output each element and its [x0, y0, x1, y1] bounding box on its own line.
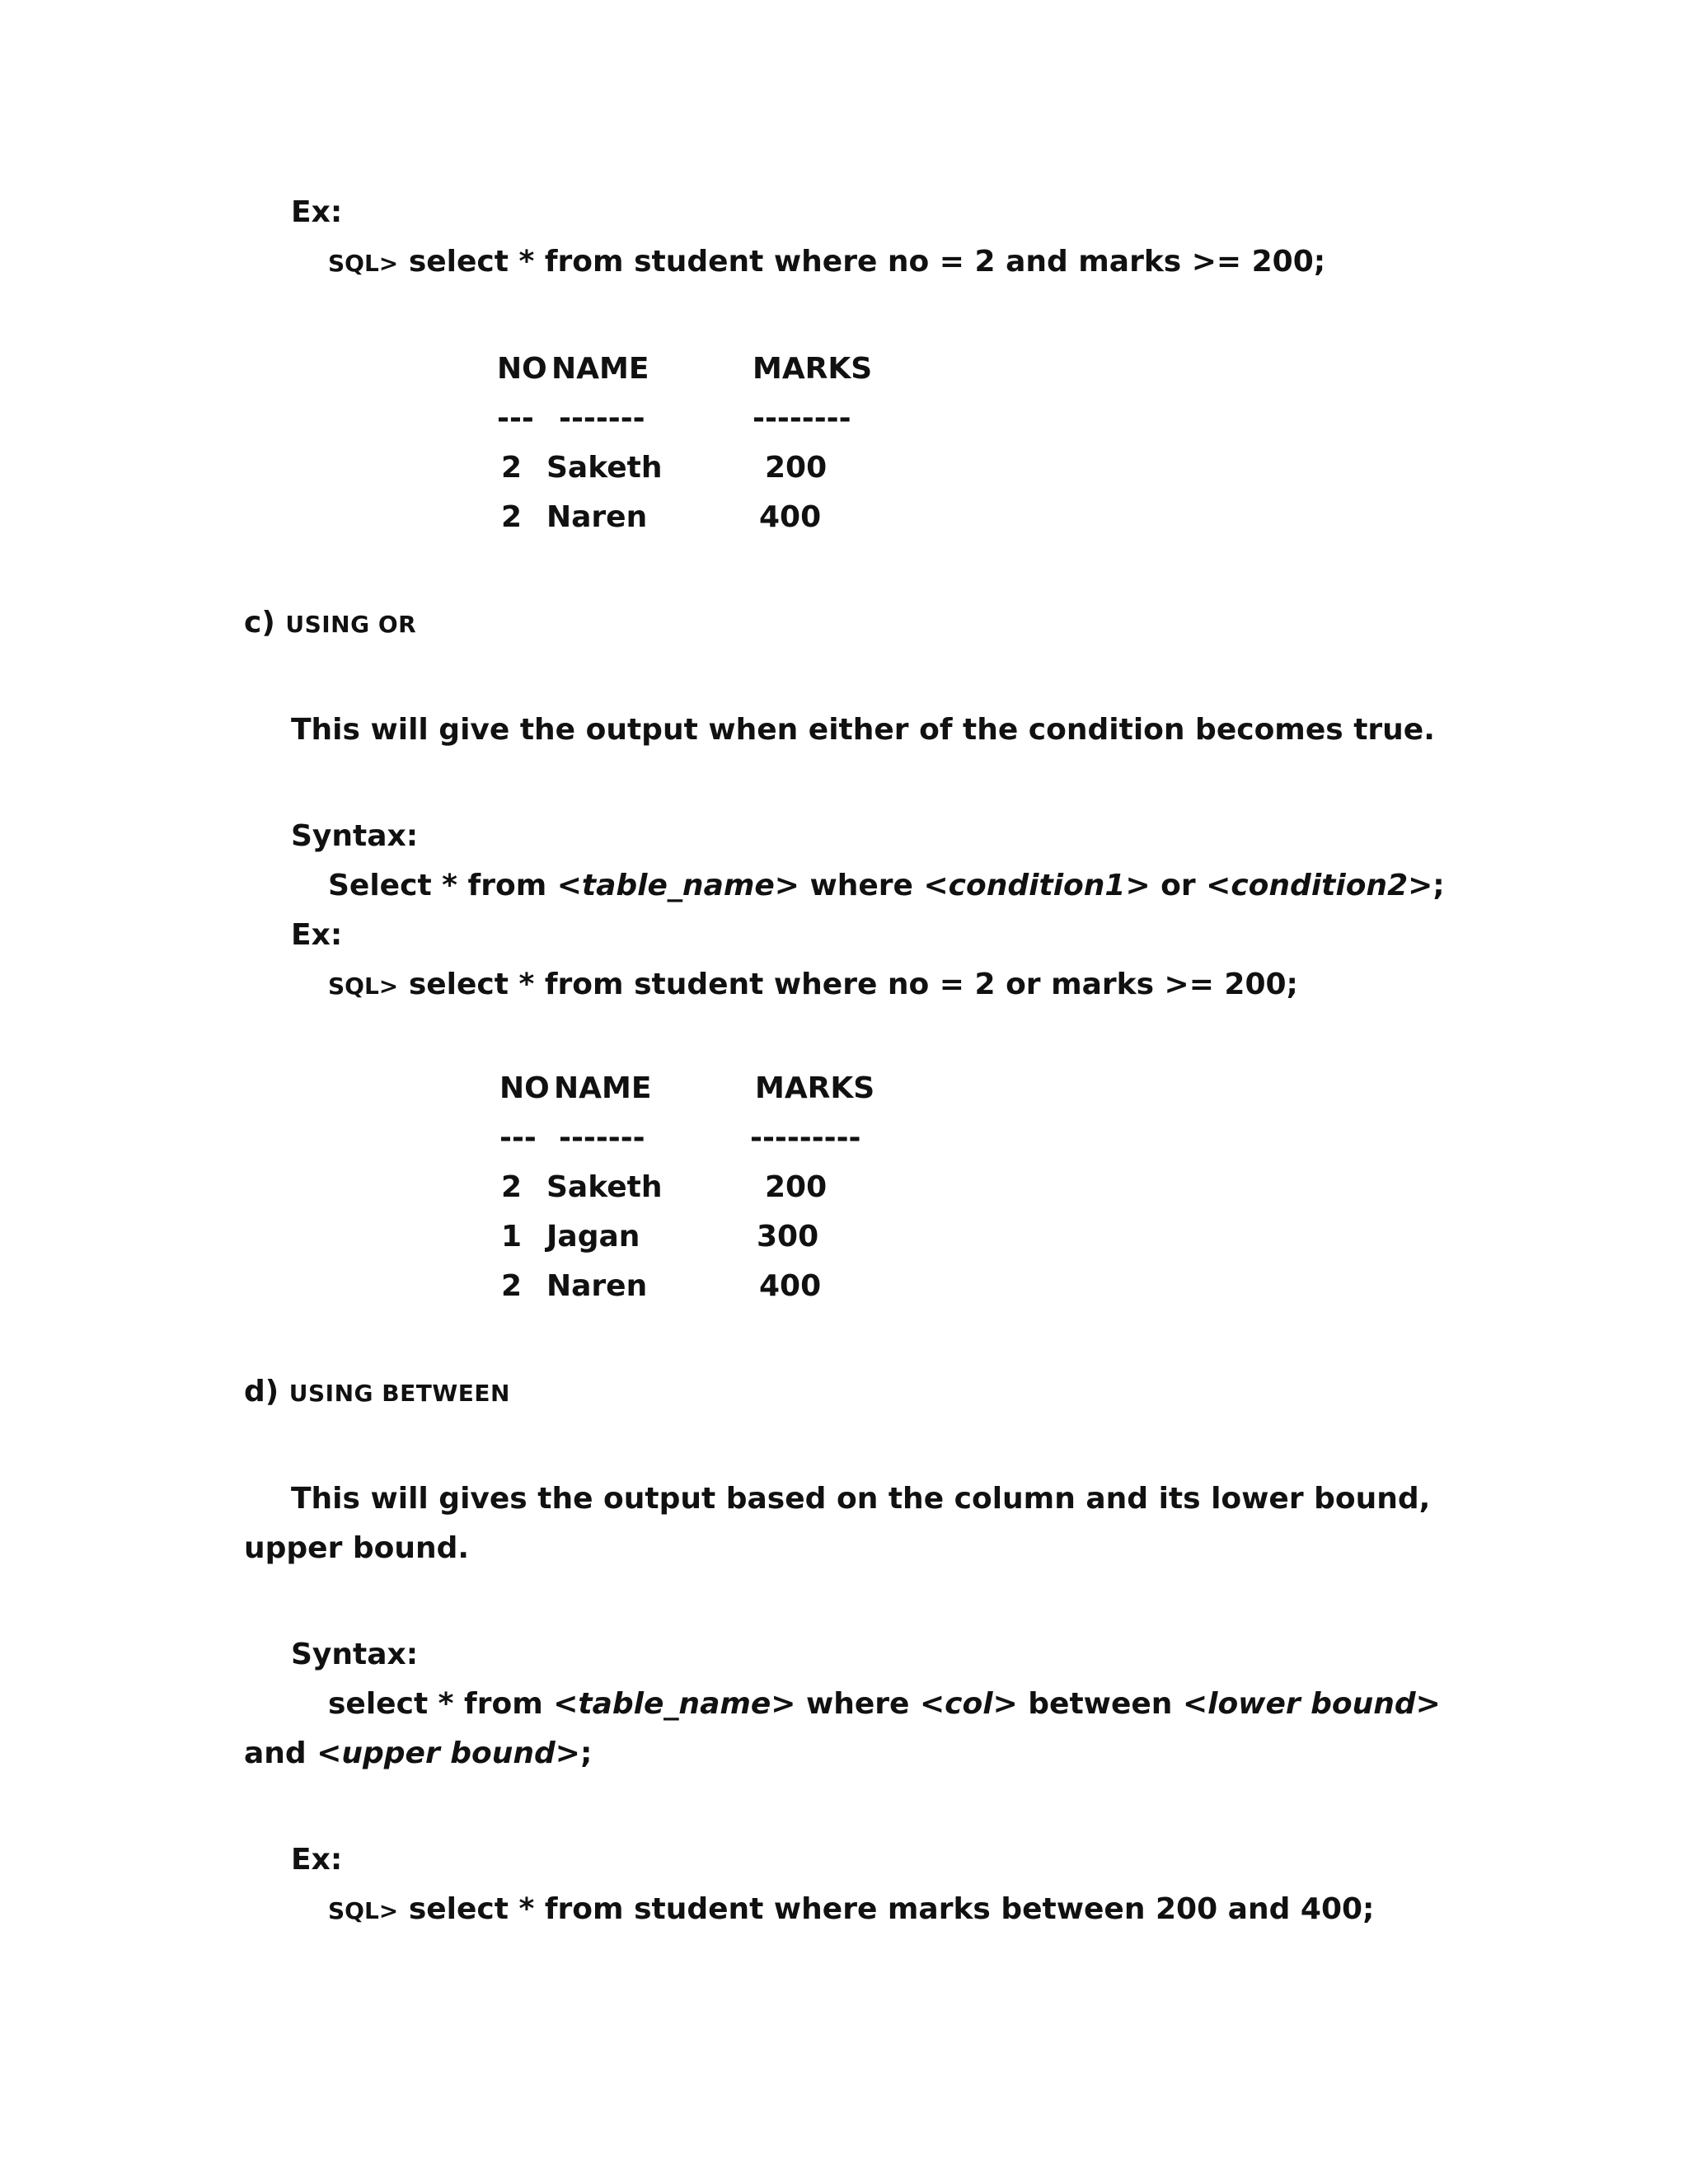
table-cell: 400 — [759, 500, 822, 534]
section-letter: c) — [244, 606, 275, 640]
section-c-description: This will give the output when either of the condition becomes true. — [291, 713, 1435, 747]
result-table-and — [497, 351, 1074, 598]
ex-label: Ex: — [291, 918, 343, 952]
query-text: select * from student where no = 2 or marks >= 200; — [408, 968, 1298, 1001]
table-cell: 2 — [501, 1170, 523, 1204]
table-cell: 400 — [759, 1269, 822, 1303]
table-cell: 2 — [501, 500, 523, 534]
example-query-or — [328, 967, 1298, 1005]
result-table-or — [499, 1071, 1076, 1318]
table-header-no: NO — [499, 1071, 550, 1105]
section-letter: d) — [244, 1375, 279, 1408]
section-title: USING OR — [285, 611, 417, 638]
syntax-label: Syntax: — [291, 1638, 419, 1671]
syntax-or: Select * from <table_name> where <condition1> or <condition2>; — [328, 869, 1445, 902]
table-separator: ------- — [559, 401, 645, 435]
table-cell: Naren — [546, 500, 648, 534]
table-cell: Saketh — [546, 451, 663, 485]
table-cell: 200 — [765, 1170, 828, 1204]
sql-prompt: SQL> — [328, 972, 399, 1000]
sql-prompt: SQL> — [328, 250, 399, 277]
section-d-description-line1: This will gives the output based on the column and its lower bound, — [291, 1482, 1431, 1516]
sql-prompt: SQL> — [328, 1897, 399, 1924]
query-text: select * from student where marks between 200 and 400; — [408, 1892, 1375, 1926]
section-title: USING BETWEEN — [288, 1380, 510, 1407]
query-text: select * from student where no = 2 and marks >= 200; — [408, 245, 1326, 279]
table-header-no: NO — [497, 352, 547, 386]
syntax-between-line2: and <upper bound>; — [244, 1736, 593, 1770]
example-query-between — [328, 1891, 1374, 1929]
table-header-name: NAME — [554, 1071, 652, 1105]
section-c-heading — [244, 605, 416, 643]
ex-label: Ex: — [291, 195, 343, 229]
table-cell: Naren — [546, 1269, 648, 1303]
table-header-marks: MARKS — [755, 1071, 875, 1105]
ex-label: Ex: — [291, 1843, 343, 1877]
syntax-label: Syntax: — [291, 819, 419, 853]
section-d-description-line2: upper bound. — [244, 1531, 470, 1565]
table-cell: 2 — [501, 451, 523, 485]
table-cell: 300 — [757, 1220, 819, 1254]
table-cell: Jagan — [546, 1220, 640, 1254]
table-separator: --- — [499, 1121, 537, 1155]
table-header-name: NAME — [551, 352, 649, 386]
example-query-and — [328, 244, 1325, 282]
table-cell: 200 — [765, 451, 828, 485]
table-separator: -------- — [753, 401, 851, 435]
section-d-heading — [244, 1374, 510, 1412]
syntax-between-line1: select * from <table_name> where <col> between <lower bound> — [328, 1687, 1441, 1721]
table-separator: --------- — [750, 1121, 861, 1155]
table-separator: ------- — [559, 1121, 645, 1155]
table-cell: 2 — [501, 1269, 523, 1303]
table-header-marks: MARKS — [753, 352, 873, 386]
table-cell: Saketh — [546, 1170, 663, 1204]
table-separator: --- — [497, 401, 534, 435]
table-cell: 1 — [501, 1220, 523, 1254]
